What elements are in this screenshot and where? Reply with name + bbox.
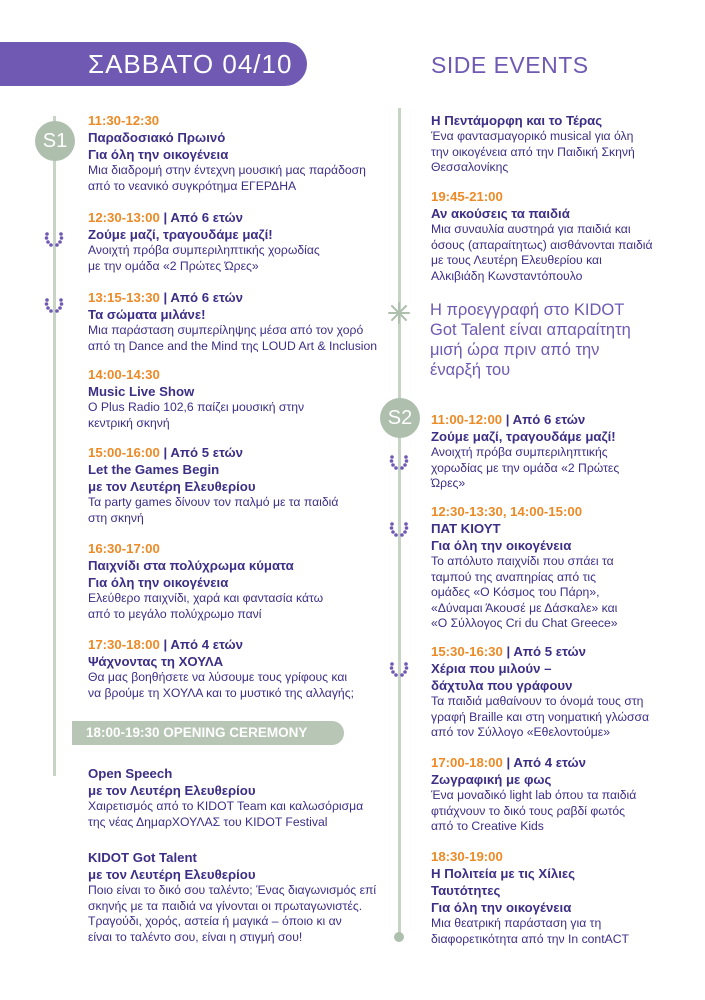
- event-item: [88, 444, 388, 526]
- event-desc: να βρούμε τη ΧΟΥΛΑ και το μυστικό της αλλαγής;: [88, 685, 354, 700]
- event-title: Ζούμε μαζί, τραγουδάμε μαζί!: [431, 429, 616, 444]
- event-desc: από το νεανικό συγκρότημα ΕΓΕΡΔΗΑ: [88, 178, 297, 193]
- laurel-icon: [43, 292, 65, 314]
- side-event-item: [431, 188, 691, 284]
- event-item: [88, 112, 388, 194]
- event-time: 11:00-12:00: [431, 412, 503, 427]
- event-desc: Αλκιβιάδη Κωνσταντόπουλο: [431, 268, 583, 283]
- event-title: Η Πολιτεία με τις Χίλιες: [431, 866, 575, 881]
- event-desc: Θα μας βοηθήσετε να λύσουμε τους γρίφους και: [88, 670, 348, 684]
- star-icon: [388, 302, 410, 324]
- event-subtitle: με τον Λευτέρη Ελευθερίου: [88, 867, 256, 882]
- event-desc: φτιάχνουν το δικό τους ραβδί φωτός: [431, 803, 626, 818]
- timeline-left: [53, 116, 56, 776]
- event-item: [88, 289, 388, 354]
- event-subtitle: δάχτυλα που γράφουν: [431, 678, 573, 693]
- event-desc: από τη Dance and the Mind της LOUD Art & Inclusion: [88, 338, 378, 353]
- event-time: 11:30-12:30: [88, 113, 160, 128]
- event-desc: από τον Σύλλογο «Εθελοντούμε»: [431, 725, 610, 739]
- event-desc: Ένα μοναδικό light lab όπου τα παιδιά: [431, 788, 637, 802]
- event-desc: κεντρική σκηνή: [88, 415, 170, 430]
- event-time: 19:45-21:00: [431, 189, 503, 204]
- event-desc: στη σκηνή: [88, 510, 144, 525]
- event-desc: Ανοιχτή πρόβα συμπεριληπτικής χορωδίας: [88, 243, 320, 257]
- event-desc: ομάδες «Ο Κόσμος του Πάρη»,: [431, 585, 600, 599]
- event-desc: Τα παιδιά μαθαίνουν το όνομά τους στη: [431, 694, 644, 708]
- event-time: 12:30-13:00: [88, 210, 160, 225]
- event-subtitle: Για όλη την οικογένεια: [88, 575, 229, 590]
- event-desc: είναι το ταλέντο σου, είναι η στιγμή σου!: [88, 929, 303, 944]
- event-subtitle: Ταυτότητες: [431, 883, 501, 898]
- event-desc: χορωδίας με την ομάδα «2 Πρώτες: [431, 460, 620, 475]
- event-title: Let the Games Begin: [88, 462, 220, 477]
- event-age: | Από 5 ετών: [163, 445, 243, 460]
- event-desc: διαφορετικότητα από την In contACT: [431, 931, 629, 946]
- note-line: έναρξή του: [430, 361, 511, 379]
- stage-badge-s2: S2: [380, 398, 420, 438]
- event-age: | Από 6 ετών: [163, 210, 243, 225]
- note-line: μισή ώρα πριν από την: [430, 341, 600, 359]
- event-title: KIDOT Got Talent: [88, 850, 197, 865]
- event-title: Αν ακούσεις τα παιδιά: [431, 206, 570, 221]
- event-desc: από το Creative Kids: [431, 819, 544, 833]
- ceremony-item: [88, 765, 388, 830]
- event-time: 13:15-13:30: [88, 290, 160, 305]
- laurel-icon: [388, 656, 410, 678]
- event-subtitle: με τον Λευτέρη Ελευθερίου: [88, 479, 256, 494]
- event-age: | Από 5 ετών: [506, 644, 586, 659]
- event-desc: Ένα φαντασμαγορικό musical για όλη: [431, 129, 634, 143]
- event-desc: από το μεγάλο πολύχρωμο πανί: [88, 606, 262, 621]
- event-desc: Ελεύθερο παιχνίδι, χαρά και φαντασία κάτω: [88, 591, 324, 605]
- event-desc: Μια παράσταση συμπερίληψης μέσα από τον χορό: [88, 323, 364, 337]
- event-subtitle: με τον Λευτέρη Ελευθερίου: [88, 783, 256, 798]
- event-subtitle: Για όλη την οικογένεια: [431, 538, 572, 553]
- event-time: 14:00-14:30: [88, 367, 160, 382]
- event-age: | Από 4 ετών: [163, 637, 243, 652]
- day-title-banner: ΣΑΒΒΑΤΟ 04/10: [0, 42, 307, 86]
- event-desc: Το απόλυτο παιχνίδι που σπάει τα: [431, 554, 614, 568]
- side-event-item: [431, 848, 691, 947]
- event-title: Ζωγραφική με φως: [431, 772, 552, 787]
- event-desc: Ο Plus Radio 102,6 παίζει μουσική στην: [88, 400, 305, 414]
- event-title: Ζούμε μαζί, τραγουδάμε μαζί!: [88, 227, 273, 242]
- stage-badge-s1: S1: [35, 121, 75, 161]
- event-subtitle: Για όλη την οικογένεια: [88, 147, 229, 162]
- event-item: [88, 209, 388, 274]
- note-line: Η προεγγραφή στο KIDOT: [430, 301, 625, 319]
- side-event-item: [431, 503, 691, 632]
- event-desc: Χαιρετισμός από το KIDOT Team και καλωσόρισμα: [88, 799, 364, 813]
- event-title: Music Live Show: [88, 384, 195, 399]
- event-time: 17:30-18:00: [88, 637, 160, 652]
- side-events-title: SIDE EVENTS: [431, 52, 589, 78]
- event-time: 18:30-19:00: [431, 849, 503, 864]
- event-title: Ψάχνοντας τη ΧΟΥΛΑ: [88, 654, 224, 669]
- event-desc: την οικογένεια από την Παιδική Σκηνή: [431, 144, 635, 159]
- event-title: Παραδοσιακό Πρωινό: [88, 130, 226, 145]
- event-age: | Από 6 ετών: [163, 290, 243, 305]
- event-desc: Μια διαδρομή στην έντεχνη μουσική μας παράδοση: [88, 163, 366, 177]
- event-time: 15:30-16:30: [431, 644, 503, 659]
- event-title: Χέρια που μιλούν –: [431, 661, 552, 676]
- event-desc: με τους Λευτέρη Ελευθερίου και: [431, 253, 602, 267]
- event-item: [88, 366, 388, 431]
- timeline-end-dot: [394, 932, 404, 942]
- event-time: 16:30-17:00: [88, 541, 160, 556]
- laurel-icon: [388, 449, 410, 471]
- note-line: Got Talent είναι απαραίτητη: [430, 321, 631, 339]
- event-title: Η Πεντάμορφη και το Τέρας: [431, 113, 603, 128]
- event-subtitle: Για όλη την οικογένεια: [431, 900, 572, 915]
- laurel-icon: [43, 226, 65, 248]
- event-desc: γραφή Braille και στη νοηματική γλώσσα: [431, 709, 650, 724]
- side-event-item: [431, 411, 691, 492]
- event-title: Παιχνίδι στα πολύχρωμα κύματα: [88, 558, 294, 573]
- event-desc: Τραγούδι, χορός, αστεία ή μαγικά – όποιο κι αν: [88, 914, 342, 928]
- event-age: | Από 4 ετών: [506, 755, 586, 770]
- event-desc: όσους (απαραίτητως) αισθάνονται παιδιά: [431, 237, 653, 252]
- event-title: ΠΑΤ ΚΙΟΥΤ: [431, 521, 501, 536]
- event-desc: Ώρες»: [431, 476, 466, 490]
- event-age: | Από 6 ετών: [505, 412, 586, 427]
- event-desc: Θεσσαλονίκης: [431, 160, 509, 174]
- event-desc: της νέας ΔημαρΧΟΥΛΑΣ του KIDOT Festival: [88, 814, 328, 829]
- event-item: [88, 636, 388, 701]
- event-desc: σκηνής με τα παιδιά να γίνονται οι πρωταγωνιστές.: [88, 898, 363, 913]
- event-desc: Μια θεατρική παράσταση για τη: [431, 916, 602, 930]
- event-title: Τα σώματα μιλάνε!: [88, 307, 206, 322]
- event-desc: Ποιο είναι το δικό σου ταλέντο; Ένας διαγωνισμός επί: [88, 883, 377, 897]
- event-desc: «Δύναμαι Άκουσέ με Δάσκαλε» και: [431, 600, 618, 615]
- ceremony-item: [88, 849, 393, 945]
- event-time: 17:00-18:00: [431, 755, 503, 770]
- side-event-item: [431, 112, 691, 176]
- event-time: 12:30-13:30, 14:00-15:00: [431, 504, 583, 519]
- event-time: 15:00-16:00: [88, 445, 160, 460]
- registration-note: [430, 300, 675, 380]
- event-desc: με την ομάδα «2 Πρώτες Ώρες»: [88, 258, 259, 273]
- side-event-item: [431, 754, 691, 835]
- event-desc: «Ο Σύλλογος Cri du Chat Greece»: [431, 616, 618, 630]
- event-item: [88, 540, 388, 622]
- event-title: Open Speech: [88, 766, 173, 781]
- opening-ceremony-banner: 18:00-19:30 OPENING CEREMONY: [72, 721, 344, 745]
- event-desc: Τα party games δίνουν τον παλμό με τα παιδιά: [88, 495, 339, 509]
- event-desc: Μια συναυλία αυστηρά για παιδιά και: [431, 222, 631, 236]
- side-event-item: [431, 643, 691, 741]
- event-desc: ταμπού της αναπηρίας από τις: [431, 569, 596, 584]
- event-desc: Ανοιχτή πρόβα συμπεριληπτικής: [431, 445, 608, 459]
- laurel-icon: [388, 516, 410, 538]
